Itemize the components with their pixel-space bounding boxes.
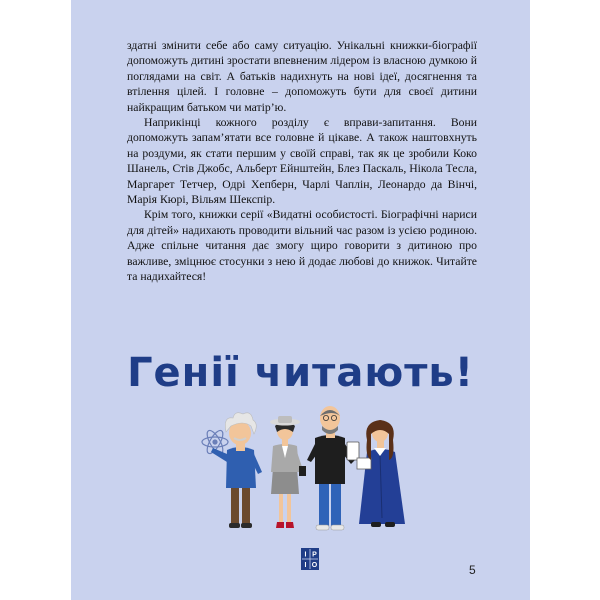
- chanel-figure: [270, 416, 306, 528]
- logo-letter-4: O: [311, 562, 318, 569]
- publisher-logo: [301, 548, 319, 570]
- newton-figure: [357, 420, 405, 527]
- logo-letter-2: P: [312, 551, 317, 559]
- paragraph-3: Крім того, книжки серії «Видатні особистості. Біографічні нариси для дітей» надихають проводити вільний час разом із усією родиною. Адже спільне читання дає змогу щиро говорити з дитиною про важливе, зміцнює стосунки з нею й додає любові до книжок. Читайте та надихайтеся!: [127, 208, 477, 284]
- einstein-figure: [202, 413, 262, 528]
- book-page: [71, 0, 530, 600]
- headline: Генії читають!: [127, 350, 474, 396]
- jobs-figure: [307, 406, 359, 530]
- logo-letter-1: I: [304, 551, 307, 559]
- paragraph-2: Наприкінці кожного розділу є вправи-запитання. Вони допоможуть запам’ятати все головне й цікаве. А також наштовхнуть на роздуми, як стати першим у своїй справі, так як це зробили Коко Шанель, Стів Джобс, Альберт Ейнштейн, Блез Паскаль, Нікола Тесла, Маргарет Тетчер, Одрі Хепберн, Чарлі Чаплін, Леонардо да Вінчі, Марія Кюрі, Вільям Шекспір.: [127, 116, 477, 207]
- page-number: 5: [469, 563, 476, 577]
- paragraph-1: здатні змінити себе або саму ситуацію. Унікальні книжки-біографії допоможуть дитині зростати впевненим лідером із власною думкою й поглядами на світ. А батьків надихнуть на нові ідеї, досягнення та втілення цілей. І головне – допоможуть бути для своєї дитини найкращим батьком чи матір’ю.: [127, 39, 477, 114]
- logo-letter-3: I: [304, 562, 307, 569]
- body-text: [127, 38, 477, 285]
- book-icon: [357, 458, 371, 469]
- geniuses-illustration: [199, 398, 427, 538]
